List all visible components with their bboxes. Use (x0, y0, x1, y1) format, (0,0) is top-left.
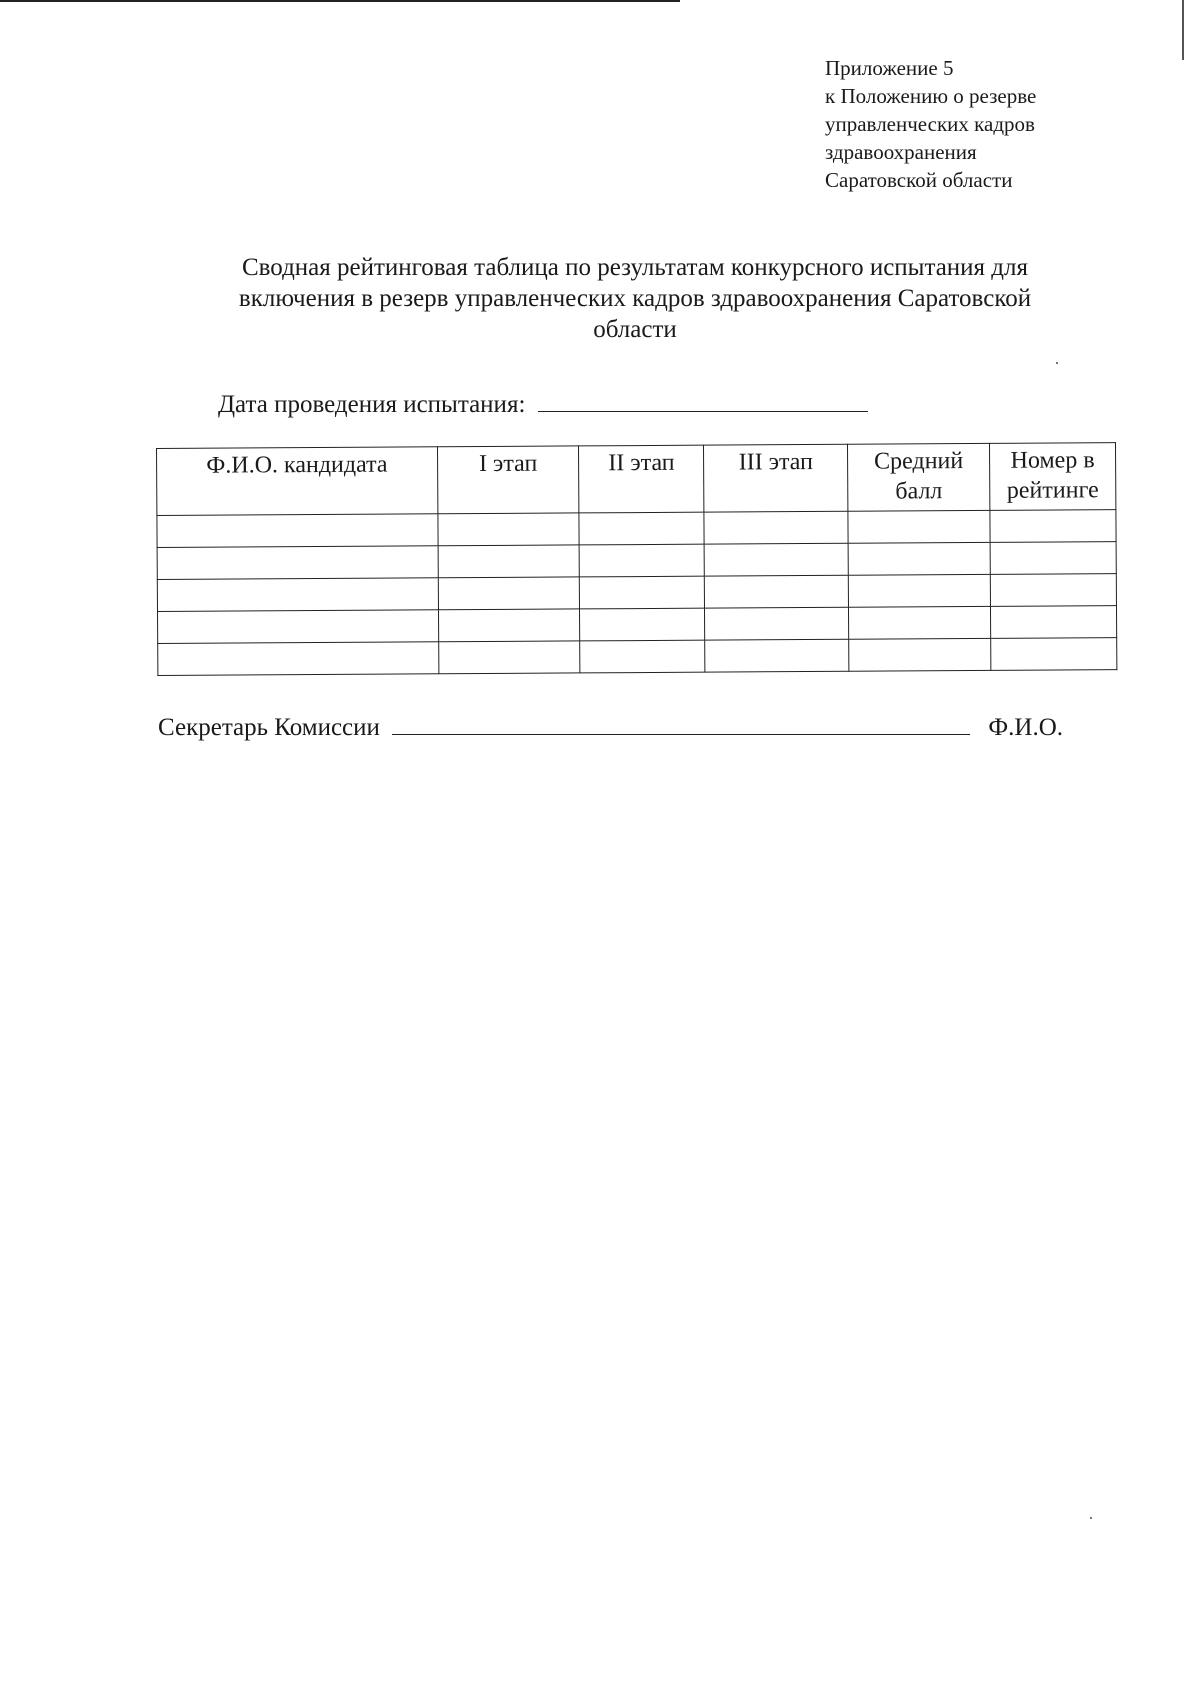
column-header-average-score: Средний балл (848, 443, 990, 511)
cell-stage-2[interactable] (580, 576, 705, 609)
table-header-row (157, 443, 1116, 516)
appendix-line: Саратовской области (825, 168, 1013, 192)
column-header-fio: Ф.И.О. кандидата (157, 447, 438, 516)
cell-stage-1[interactable] (438, 577, 580, 610)
cell-average-score[interactable] (849, 606, 991, 639)
title-line: Сводная рейтинговая таблица по результатам конкурсного испытания для (241, 254, 1028, 281)
table-row (158, 638, 1117, 676)
cell-stage-3[interactable] (705, 575, 849, 608)
appendix-line: здравоохранения (825, 140, 977, 164)
cell-average-score[interactable] (849, 638, 991, 671)
cell-fio[interactable] (157, 578, 438, 612)
column-header-stage-2: II этап (579, 445, 704, 513)
column-header-rating-number: Номер в рейтинге (990, 443, 1116, 511)
cell-fio[interactable] (157, 546, 438, 580)
cell-fio[interactable] (157, 610, 438, 644)
document-title (150, 252, 1120, 345)
secretary-signature-line (158, 712, 1088, 743)
appendix-note (825, 54, 1036, 194)
cell-stage-2[interactable] (580, 608, 705, 641)
test-date-label: Дата проведения испытания: (218, 391, 526, 418)
column-header-stage-3: III этап (704, 444, 848, 512)
title-line: включения в резерв управленческих кадров здравоохранения Саратовской (238, 285, 1032, 312)
cell-stage-3[interactable] (704, 511, 848, 544)
cell-stage-2[interactable] (580, 544, 705, 577)
cell-rating-number[interactable] (990, 606, 1116, 639)
test-date-line (218, 390, 868, 420)
cell-average-score[interactable] (848, 542, 990, 575)
cell-rating-number[interactable] (990, 542, 1116, 575)
cell-stage-1[interactable] (438, 641, 580, 674)
column-header-stage-1: I этап (437, 446, 579, 514)
appendix-line: управленческих кадров (825, 112, 1035, 136)
secretary-label: Секретарь Комиссии (158, 714, 380, 741)
scan-border-right (1182, 0, 1184, 60)
title-line: области (593, 316, 677, 343)
test-date-blank[interactable] (538, 391, 868, 412)
secretary-fio-label: Ф.И.О. (988, 714, 1064, 741)
scan-speck (1056, 362, 1058, 364)
cell-rating-number[interactable] (990, 574, 1116, 607)
cell-stage-2[interactable] (580, 640, 705, 673)
signature-blank[interactable] (392, 712, 970, 735)
cell-stage-3[interactable] (705, 639, 849, 672)
cell-rating-number[interactable] (990, 510, 1116, 543)
cell-stage-1[interactable] (438, 609, 580, 642)
cell-average-score[interactable] (848, 510, 990, 543)
cell-fio[interactable] (157, 514, 438, 548)
cell-stage-3[interactable] (705, 607, 849, 640)
scan-speck (1090, 1517, 1092, 1519)
cell-stage-1[interactable] (438, 513, 580, 546)
rating-table (156, 442, 1117, 676)
cell-stage-3[interactable] (704, 543, 848, 576)
cell-rating-number[interactable] (991, 638, 1117, 671)
appendix-line: Приложение 5 (825, 56, 954, 80)
cell-fio[interactable] (158, 642, 439, 676)
cell-stage-1[interactable] (438, 545, 580, 578)
scan-border-top (0, 0, 680, 2)
cell-average-score[interactable] (848, 574, 990, 607)
cell-stage-2[interactable] (579, 512, 704, 545)
appendix-line: к Положению о резерве (825, 84, 1037, 108)
